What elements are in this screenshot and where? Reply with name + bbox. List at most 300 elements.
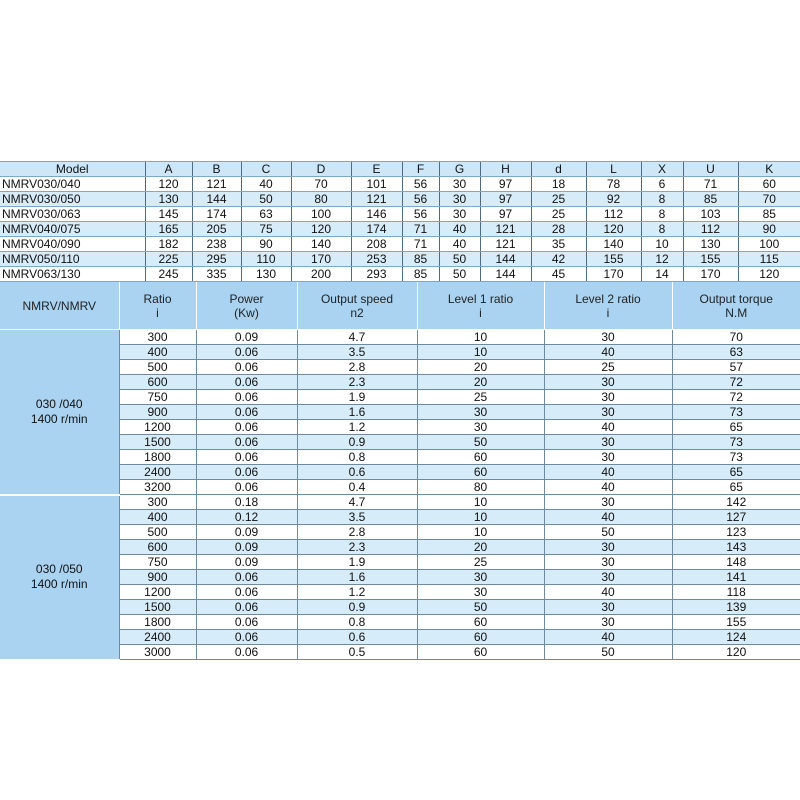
dimension-cell: 200 bbox=[291, 267, 351, 282]
dimensions-column-header: C bbox=[241, 162, 291, 177]
performance-row bbox=[0, 420, 800, 435]
performance-cell: 10 bbox=[417, 525, 544, 540]
performance-cell: 40 bbox=[544, 510, 672, 525]
performance-column-header bbox=[196, 282, 297, 330]
dimensions-column-header: F bbox=[402, 162, 439, 177]
performance-cell: 1500 bbox=[119, 600, 196, 615]
header-sublabel: i bbox=[156, 305, 159, 320]
dimension-cell: 174 bbox=[192, 207, 241, 222]
performance-cell: 2.8 bbox=[297, 360, 417, 375]
dimension-cell: 170 bbox=[291, 252, 351, 267]
performance-cell: 3000 bbox=[119, 645, 196, 660]
performance-cell: 0.06 bbox=[196, 645, 297, 660]
performance-cell: 72 bbox=[672, 390, 800, 405]
dimension-cell: 145 bbox=[145, 207, 192, 222]
dimension-cell: 97 bbox=[480, 207, 531, 222]
dimension-cell: 110 bbox=[241, 252, 291, 267]
dimensions-column-header: Model bbox=[0, 162, 145, 177]
dimensions-column-header: A bbox=[145, 162, 192, 177]
performance-body bbox=[0, 330, 800, 660]
performance-cell: 2400 bbox=[119, 465, 196, 480]
header-label: Ratio bbox=[143, 291, 172, 306]
model-cell: NMRV030/063 bbox=[0, 207, 145, 222]
performance-cell: 2.3 bbox=[297, 375, 417, 390]
performance-cell: 40 bbox=[544, 585, 672, 600]
group-label-cell bbox=[0, 330, 119, 495]
performance-column-header bbox=[417, 282, 544, 330]
dimension-cell: 121 bbox=[192, 177, 241, 192]
performance-row bbox=[0, 555, 800, 570]
performance-cell: 1.6 bbox=[297, 405, 417, 420]
dimension-cell: 146 bbox=[351, 207, 402, 222]
performance-cell: 73 bbox=[672, 450, 800, 465]
dimension-cell: 40 bbox=[439, 222, 480, 237]
dimension-cell: 97 bbox=[480, 177, 531, 192]
performance-row bbox=[0, 435, 800, 450]
performance-cell: 0.06 bbox=[196, 345, 297, 360]
performance-cell: 0.6 bbox=[297, 465, 417, 480]
header-label: Output torque bbox=[699, 291, 773, 306]
performance-cell: 60 bbox=[417, 630, 544, 645]
dimension-cell: 85 bbox=[683, 192, 738, 207]
performance-cell: 1.9 bbox=[297, 555, 417, 570]
dimensions-column-header: G bbox=[439, 162, 480, 177]
performance-cell: 118 bbox=[672, 585, 800, 600]
performance-cell: 30 bbox=[417, 420, 544, 435]
performance-cell: 4.7 bbox=[297, 495, 417, 510]
dimension-cell: 170 bbox=[683, 267, 738, 282]
header-label: Level 2 ratio bbox=[575, 291, 641, 306]
performance-cell: 30 bbox=[417, 585, 544, 600]
performance-cell: 57 bbox=[672, 360, 800, 375]
dimension-cell: 56 bbox=[402, 207, 439, 222]
dimension-cell: 112 bbox=[683, 222, 738, 237]
performance-cell: 0.6 bbox=[297, 630, 417, 645]
performance-cell: 3.5 bbox=[297, 345, 417, 360]
performance-cell: 123 bbox=[672, 525, 800, 540]
performance-cell: 30 bbox=[544, 330, 672, 345]
performance-cell: 73 bbox=[672, 435, 800, 450]
dimension-cell: 140 bbox=[291, 237, 351, 252]
performance-cell: 40 bbox=[544, 465, 672, 480]
dimensions-row bbox=[0, 237, 800, 252]
dimensions-column-header: d bbox=[531, 162, 586, 177]
model-cell: NMRV030/050 bbox=[0, 192, 145, 207]
dimension-cell: 50 bbox=[439, 267, 480, 282]
dimension-cell: 56 bbox=[402, 192, 439, 207]
performance-column-header bbox=[544, 282, 672, 330]
performance-cell: 1800 bbox=[119, 615, 196, 630]
performance-cell: 30 bbox=[417, 405, 544, 420]
dimension-cell: 155 bbox=[683, 252, 738, 267]
dimensions-column-header: L bbox=[586, 162, 641, 177]
performance-cell: 0.9 bbox=[297, 600, 417, 615]
performance-row bbox=[0, 645, 800, 660]
performance-cell: 1.9 bbox=[297, 390, 417, 405]
performance-column-header bbox=[0, 282, 119, 330]
header-label: Output speed bbox=[320, 291, 394, 306]
dimension-cell: 70 bbox=[738, 192, 800, 207]
performance-cell: 50 bbox=[417, 435, 544, 450]
dimension-cell: 25 bbox=[531, 207, 586, 222]
performance-cell: 40 bbox=[544, 420, 672, 435]
performance-cell: 155 bbox=[672, 615, 800, 630]
performance-cell: 300 bbox=[119, 495, 196, 510]
performance-cell: 750 bbox=[119, 555, 196, 570]
group-speed: 1400 r/min bbox=[30, 411, 88, 426]
performance-cell: 2400 bbox=[119, 630, 196, 645]
dimensions-column-header: D bbox=[291, 162, 351, 177]
dimension-cell: 30 bbox=[439, 177, 480, 192]
performance-cell: 30 bbox=[544, 570, 672, 585]
performance-cell: 65 bbox=[672, 420, 800, 435]
dimension-cell: 140 bbox=[586, 237, 641, 252]
performance-cell: 80 bbox=[417, 480, 544, 495]
dimension-cell: 182 bbox=[145, 237, 192, 252]
performance-cell: 70 bbox=[672, 330, 800, 345]
performance-cell: 600 bbox=[119, 540, 196, 555]
header-sublabel: i bbox=[479, 305, 482, 320]
performance-cell: 50 bbox=[544, 525, 672, 540]
performance-cell: 3.5 bbox=[297, 510, 417, 525]
dimension-cell: 295 bbox=[192, 252, 241, 267]
dimensions-column-header: K bbox=[738, 162, 800, 177]
dimension-cell: 78 bbox=[586, 177, 641, 192]
performance-column-header bbox=[297, 282, 417, 330]
performance-row bbox=[0, 390, 800, 405]
performance-cell: 25 bbox=[417, 555, 544, 570]
performance-cell: 25 bbox=[544, 360, 672, 375]
header-sublabel: (Kw) bbox=[234, 305, 259, 320]
performance-cell: 40 bbox=[544, 630, 672, 645]
dimension-cell: 120 bbox=[738, 267, 800, 282]
dimension-cell: 170 bbox=[586, 267, 641, 282]
performance-cell: 0.06 bbox=[196, 375, 297, 390]
dimension-cell: 40 bbox=[439, 237, 480, 252]
performance-cell: 143 bbox=[672, 540, 800, 555]
performance-row bbox=[0, 540, 800, 555]
dimension-cell: 40 bbox=[241, 177, 291, 192]
performance-row bbox=[0, 480, 800, 495]
dimension-cell: 144 bbox=[480, 252, 531, 267]
dimension-cell: 130 bbox=[683, 237, 738, 252]
dimension-cell: 8 bbox=[641, 192, 683, 207]
performance-row bbox=[0, 585, 800, 600]
dimension-cell: 293 bbox=[351, 267, 402, 282]
performance-cell: 0.06 bbox=[196, 435, 297, 450]
performance-cell: 0.09 bbox=[196, 555, 297, 570]
dimension-cell: 80 bbox=[291, 192, 351, 207]
performance-cell: 1.6 bbox=[297, 570, 417, 585]
header-sublabel: N.M bbox=[725, 305, 748, 320]
performance-cell: 20 bbox=[417, 360, 544, 375]
performance-table bbox=[0, 282, 800, 661]
dimension-cell: 245 bbox=[145, 267, 192, 282]
dimensions-column-header: U bbox=[683, 162, 738, 177]
dimension-cell: 42 bbox=[531, 252, 586, 267]
model-cell: NMRV040/075 bbox=[0, 222, 145, 237]
performance-cell: 50 bbox=[417, 600, 544, 615]
performance-cell: 300 bbox=[119, 330, 196, 345]
dimension-cell: 121 bbox=[480, 222, 531, 237]
performance-cell: 1200 bbox=[119, 585, 196, 600]
dimension-cell: 120 bbox=[586, 222, 641, 237]
dimension-cell: 238 bbox=[192, 237, 241, 252]
performance-cell: 30 bbox=[417, 570, 544, 585]
performance-cell: 65 bbox=[672, 480, 800, 495]
dimensions-row bbox=[0, 192, 800, 207]
performance-cell: 1800 bbox=[119, 450, 196, 465]
performance-cell: 20 bbox=[417, 375, 544, 390]
performance-cell: 120 bbox=[672, 645, 800, 660]
performance-cell: 400 bbox=[119, 510, 196, 525]
dimensions-column-header: B bbox=[192, 162, 241, 177]
dimension-cell: 60 bbox=[738, 177, 800, 192]
performance-cell: 2.8 bbox=[297, 525, 417, 540]
dimension-cell: 85 bbox=[402, 267, 439, 282]
performance-cell: 3200 bbox=[119, 480, 196, 495]
header-label: Power bbox=[229, 291, 264, 306]
dimension-cell: 144 bbox=[192, 192, 241, 207]
dimension-cell: 50 bbox=[241, 192, 291, 207]
dimension-cell: 112 bbox=[586, 207, 641, 222]
performance-cell: 139 bbox=[672, 600, 800, 615]
performance-cell: 72 bbox=[672, 375, 800, 390]
performance-cell: 0.06 bbox=[196, 570, 297, 585]
performance-row bbox=[0, 630, 800, 645]
performance-row bbox=[0, 360, 800, 375]
performance-cell: 0.06 bbox=[196, 480, 297, 495]
performance-cell: 25 bbox=[417, 390, 544, 405]
performance-cell: 10 bbox=[417, 345, 544, 360]
performance-cell: 0.06 bbox=[196, 405, 297, 420]
performance-cell: 141 bbox=[672, 570, 800, 585]
performance-header-row bbox=[0, 282, 800, 330]
performance-cell: 0.09 bbox=[196, 525, 297, 540]
dimension-cell: 45 bbox=[531, 267, 586, 282]
dimension-cell: 92 bbox=[586, 192, 641, 207]
model-cell: NMRV030/040 bbox=[0, 177, 145, 192]
performance-row bbox=[0, 345, 800, 360]
performance-cell: 127 bbox=[672, 510, 800, 525]
performance-row bbox=[0, 570, 800, 585]
performance-cell: 10 bbox=[417, 495, 544, 510]
performance-row bbox=[0, 465, 800, 480]
dimension-cell: 85 bbox=[402, 252, 439, 267]
dimension-cell: 144 bbox=[480, 267, 531, 282]
performance-cell: 500 bbox=[119, 360, 196, 375]
dimension-cell: 103 bbox=[683, 207, 738, 222]
performance-cell: 1.2 bbox=[297, 420, 417, 435]
dimension-cell: 56 bbox=[402, 177, 439, 192]
dimension-cell: 174 bbox=[351, 222, 402, 237]
dimension-cell: 70 bbox=[291, 177, 351, 192]
performance-cell: 30 bbox=[544, 405, 672, 420]
performance-cell: 73 bbox=[672, 405, 800, 420]
dimension-cell: 30 bbox=[439, 207, 480, 222]
group-label-cell bbox=[0, 495, 119, 660]
performance-cell: 0.5 bbox=[297, 645, 417, 660]
performance-cell: 500 bbox=[119, 525, 196, 540]
performance-cell: 0.06 bbox=[196, 585, 297, 600]
dimensions-body bbox=[0, 177, 800, 282]
dimension-cell: 50 bbox=[439, 252, 480, 267]
dimension-cell: 25 bbox=[531, 192, 586, 207]
model-cell: NMRV050/110 bbox=[0, 252, 145, 267]
performance-row bbox=[0, 495, 800, 510]
performance-row bbox=[0, 525, 800, 540]
performance-cell: 1.2 bbox=[297, 585, 417, 600]
dimension-cell: 71 bbox=[402, 237, 439, 252]
dimension-cell: 28 bbox=[531, 222, 586, 237]
performance-cell: 0.09 bbox=[196, 330, 297, 345]
header-sublabel: n2 bbox=[350, 305, 364, 320]
header-sublabel: i bbox=[606, 305, 610, 320]
performance-cell: 65 bbox=[672, 465, 800, 480]
dimension-cell: 130 bbox=[241, 267, 291, 282]
dimension-cell: 71 bbox=[402, 222, 439, 237]
dimension-cell: 155 bbox=[586, 252, 641, 267]
performance-cell: 40 bbox=[544, 480, 672, 495]
dimensions-row bbox=[0, 177, 800, 192]
performance-row bbox=[0, 450, 800, 465]
dimension-cell: 253 bbox=[351, 252, 402, 267]
performance-cell: 900 bbox=[119, 570, 196, 585]
dimension-cell: 8 bbox=[641, 222, 683, 237]
dimensions-column-header: E bbox=[351, 162, 402, 177]
dimensions-table bbox=[0, 161, 800, 282]
performance-cell: 30 bbox=[544, 555, 672, 570]
performance-cell: 60 bbox=[417, 465, 544, 480]
dimensions-row bbox=[0, 207, 800, 222]
performance-cell: 10 bbox=[417, 510, 544, 525]
performance-cell: 50 bbox=[544, 645, 672, 660]
performance-cell: 0.9 bbox=[297, 435, 417, 450]
performance-cell: 1200 bbox=[119, 420, 196, 435]
performance-cell: 900 bbox=[119, 405, 196, 420]
performance-cell: 750 bbox=[119, 390, 196, 405]
dimension-cell: 18 bbox=[531, 177, 586, 192]
dimensions-row bbox=[0, 222, 800, 237]
performance-cell: 400 bbox=[119, 345, 196, 360]
performance-cell: 148 bbox=[672, 555, 800, 570]
dimension-cell: 90 bbox=[241, 237, 291, 252]
performance-cell: 10 bbox=[417, 330, 544, 345]
dimension-cell: 90 bbox=[738, 222, 800, 237]
performance-row bbox=[0, 375, 800, 390]
performance-cell: 0.8 bbox=[297, 450, 417, 465]
performance-cell: 0.06 bbox=[196, 615, 297, 630]
dimension-cell: 225 bbox=[145, 252, 192, 267]
group-model: 030 /050 bbox=[35, 562, 83, 576]
dimensions-header-row bbox=[0, 162, 800, 177]
performance-cell: 30 bbox=[544, 390, 672, 405]
group-speed: 1400 r/min bbox=[30, 577, 88, 591]
dimension-cell: 101 bbox=[351, 177, 402, 192]
dimension-cell: 12 bbox=[641, 252, 683, 267]
performance-cell: 0.18 bbox=[196, 495, 297, 510]
performance-cell: 1500 bbox=[119, 435, 196, 450]
model-cell: NMRV040/090 bbox=[0, 237, 145, 252]
performance-cell: 0.06 bbox=[196, 390, 297, 405]
performance-cell: 30 bbox=[544, 600, 672, 615]
dimension-cell: 6 bbox=[641, 177, 683, 192]
dimension-cell: 71 bbox=[683, 177, 738, 192]
performance-cell: 600 bbox=[119, 375, 196, 390]
dimensions-row bbox=[0, 267, 800, 282]
dimension-cell: 30 bbox=[439, 192, 480, 207]
performance-cell: 0.4 bbox=[297, 480, 417, 495]
dimension-cell: 10 bbox=[641, 237, 683, 252]
performance-cell: 0.06 bbox=[196, 450, 297, 465]
performance-cell: 60 bbox=[417, 615, 544, 630]
dimension-cell: 97 bbox=[480, 192, 531, 207]
dimension-cell: 208 bbox=[351, 237, 402, 252]
dimension-cell: 14 bbox=[641, 267, 683, 282]
performance-row bbox=[0, 405, 800, 420]
performance-cell: 0.06 bbox=[196, 600, 297, 615]
performance-cell: 0.06 bbox=[196, 420, 297, 435]
dimension-cell: 35 bbox=[531, 237, 586, 252]
dimension-cell: 75 bbox=[241, 222, 291, 237]
performance-column-header bbox=[672, 282, 800, 330]
performance-row bbox=[0, 600, 800, 615]
performance-cell: 0.8 bbox=[297, 615, 417, 630]
performance-cell: 30 bbox=[544, 375, 672, 390]
performance-cell: 30 bbox=[544, 450, 672, 465]
performance-cell: 30 bbox=[544, 435, 672, 450]
dimension-cell: 100 bbox=[291, 207, 351, 222]
performance-cell: 30 bbox=[544, 615, 672, 630]
performance-cell: 30 bbox=[544, 495, 672, 510]
performance-cell: 60 bbox=[417, 645, 544, 660]
dimension-cell: 100 bbox=[738, 237, 800, 252]
performance-cell: 30 bbox=[544, 540, 672, 555]
performance-cell: 0.06 bbox=[196, 360, 297, 375]
model-cell: NMRV063/130 bbox=[0, 267, 145, 282]
performance-cell: 142 bbox=[672, 495, 800, 510]
group-model: 030 /040 bbox=[35, 396, 83, 411]
dimension-cell: 165 bbox=[145, 222, 192, 237]
performance-cell: 4.7 bbox=[297, 330, 417, 345]
performance-cell: 124 bbox=[672, 630, 800, 645]
dimensions-column-header: X bbox=[641, 162, 683, 177]
dimension-cell: 130 bbox=[145, 192, 192, 207]
dimensions-row bbox=[0, 252, 800, 267]
dimension-cell: 120 bbox=[291, 222, 351, 237]
performance-cell: 2.3 bbox=[297, 540, 417, 555]
performance-cell: 60 bbox=[417, 450, 544, 465]
performance-cell: 63 bbox=[672, 345, 800, 360]
performance-cell: 0.12 bbox=[196, 510, 297, 525]
dimension-cell: 115 bbox=[738, 252, 800, 267]
performance-cell: 20 bbox=[417, 540, 544, 555]
dimension-cell: 121 bbox=[480, 237, 531, 252]
performance-cell: 0.09 bbox=[196, 540, 297, 555]
header-label: Level 1 ratio bbox=[447, 291, 514, 306]
dimension-cell: 63 bbox=[241, 207, 291, 222]
dimension-cell: 335 bbox=[192, 267, 241, 282]
performance-row bbox=[0, 510, 800, 525]
performance-cell: 0.06 bbox=[196, 465, 297, 480]
performance-row bbox=[0, 615, 800, 630]
dimension-cell: 85 bbox=[738, 207, 800, 222]
dimension-cell: 120 bbox=[145, 177, 192, 192]
dimension-cell: 121 bbox=[351, 192, 402, 207]
dimension-cell: 8 bbox=[641, 207, 683, 222]
performance-cell: 40 bbox=[544, 345, 672, 360]
dimensions-column-header: H bbox=[480, 162, 531, 177]
